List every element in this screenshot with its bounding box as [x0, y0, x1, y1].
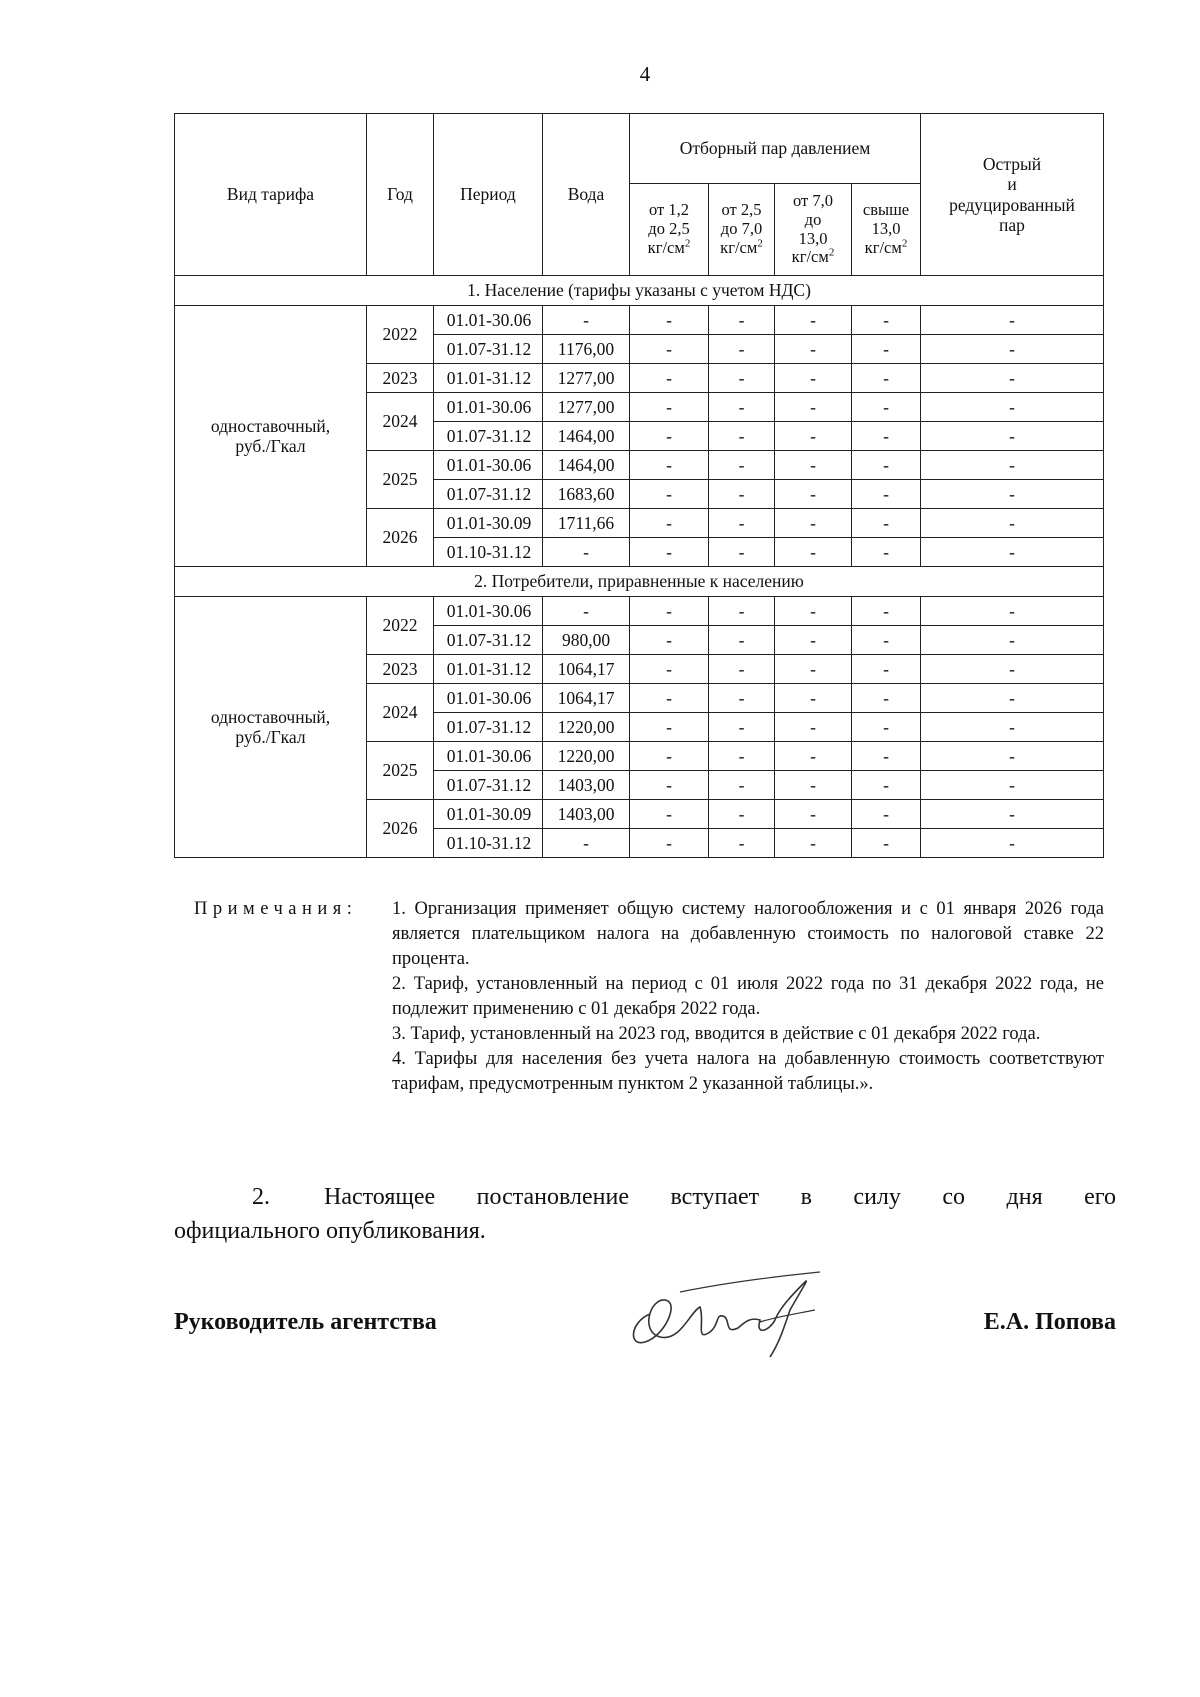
dash-cell: - [921, 742, 1104, 771]
dash-cell: - [921, 538, 1104, 567]
paragraph-line-1: Настоящее постановление вступает в силу со дня его [324, 1184, 1116, 1210]
water-cell: 1277,00 [543, 393, 630, 422]
dash-cell: - [775, 597, 852, 626]
dash-cell: - [630, 742, 709, 771]
dash-cell: - [775, 451, 852, 480]
dash-cell: - [630, 451, 709, 480]
dash-cell: - [709, 451, 775, 480]
page-number: 4 [639, 62, 651, 86]
period-cell: 01.01-30.06 [434, 684, 543, 713]
dash-cell: - [852, 364, 921, 393]
dash-cell: - [852, 713, 921, 742]
dash-cell: - [852, 829, 921, 858]
dash-cell: - [775, 393, 852, 422]
table-row [175, 597, 1104, 626]
dash-cell: - [852, 538, 921, 567]
dash-cell: - [775, 364, 852, 393]
water-cell: - [543, 538, 630, 567]
dash-cell: - [921, 829, 1104, 858]
dash-cell: - [630, 597, 709, 626]
year-cell: 2023 [367, 364, 434, 393]
period-cell: 01.01-30.06 [434, 306, 543, 335]
year-cell: 2025 [367, 451, 434, 509]
dash-cell: - [852, 742, 921, 771]
dash-cell: - [709, 306, 775, 335]
header-pressure-4: свыше 13,0 $кг/см^2$ [852, 184, 921, 276]
dash-cell: - [709, 335, 775, 364]
note-item: 4. Тарифы для населения без учета налога на добавленную стоимость соответствуют тарифам, предусмотренным пунктом 2 указанной таблицы.». [392, 1049, 1104, 1094]
dash-cell: - [775, 509, 852, 538]
period-cell: 01.01-31.12 [434, 364, 543, 393]
dash-cell: - [709, 626, 775, 655]
period-cell: 01.10-31.12 [434, 829, 543, 858]
water-cell: 1220,00 [543, 713, 630, 742]
dash-cell: - [630, 684, 709, 713]
dash-cell: - [852, 335, 921, 364]
dash-cell: - [630, 800, 709, 829]
water-cell: 1711,66 [543, 509, 630, 538]
period-cell: 01.01-30.06 [434, 742, 543, 771]
paragraph-2 [174, 1180, 1116, 1248]
dash-cell: - [709, 597, 775, 626]
period-cell: 01.07-31.12 [434, 480, 543, 509]
dash-cell: - [852, 655, 921, 684]
year-cell: 2026 [367, 509, 434, 567]
water-cell: 1464,00 [543, 451, 630, 480]
dash-cell: - [630, 364, 709, 393]
year-cell: 2024 [367, 393, 434, 451]
period-cell: 01.10-31.12 [434, 538, 543, 567]
paragraph-line-2: официального опубликования. [174, 1218, 486, 1244]
signatory-role: Руководитель агентства [174, 1309, 437, 1335]
dash-cell: - [921, 306, 1104, 335]
period-cell: 01.01-30.06 [434, 393, 543, 422]
dash-cell: - [775, 829, 852, 858]
header-pressure-3: от 7,0 до 13,0 $кг/см^2$ [775, 184, 852, 276]
dash-cell: - [921, 393, 1104, 422]
dash-cell: - [775, 800, 852, 829]
dash-cell: - [775, 742, 852, 771]
header-god: Год [367, 114, 434, 276]
header-pressure-2: от 2,5 до 7,0 $кг/см^2$ [709, 184, 775, 276]
dash-cell: - [921, 713, 1104, 742]
dash-cell: - [921, 771, 1104, 800]
period-cell: 01.07-31.12 [434, 335, 543, 364]
water-cell: 1064,17 [543, 655, 630, 684]
period-cell: 01.01-30.09 [434, 800, 543, 829]
dash-cell: - [921, 597, 1104, 626]
dash-cell: - [630, 829, 709, 858]
note-item: 3. Тариф, установленный на 2023 год, вводится в действие с 01 декабря 2022 года. [392, 1024, 1041, 1044]
dash-cell: - [709, 422, 775, 451]
header-pressure-1: от 1,2 до 2,5 $кг/см^2$ [630, 184, 709, 276]
period-cell: 01.01-30.09 [434, 509, 543, 538]
note-item: 1. Организация применяет общую систему налогообложения и с 01 января 2026 года является плательщиком налога на добавленную стоимость по налоговой ставке 22 процента. [392, 899, 1104, 969]
dash-cell: - [709, 655, 775, 684]
water-cell: - [543, 829, 630, 858]
dash-cell: - [775, 713, 852, 742]
year-cell: 2025 [367, 742, 434, 800]
handwritten-signature [620, 1262, 830, 1362]
water-cell: 1064,17 [543, 684, 630, 713]
dash-cell: - [775, 626, 852, 655]
dash-cell: - [852, 480, 921, 509]
dash-cell: - [630, 393, 709, 422]
period-cell: 01.07-31.12 [434, 771, 543, 800]
water-cell: - [543, 306, 630, 335]
table-row [175, 306, 1104, 335]
dash-cell: - [775, 306, 852, 335]
dash-cell: - [630, 509, 709, 538]
signatory-name: Е.А. Попова [983, 1309, 1116, 1335]
dash-cell: - [852, 422, 921, 451]
dash-cell: - [921, 626, 1104, 655]
dash-cell: - [630, 480, 709, 509]
dash-cell: - [775, 538, 852, 567]
dash-cell: - [630, 335, 709, 364]
dash-cell: - [852, 771, 921, 800]
year-cell: 2022 [367, 597, 434, 655]
water-cell: 1220,00 [543, 742, 630, 771]
paragraph-number: 2. [252, 1184, 270, 1210]
dash-cell: - [630, 626, 709, 655]
year-cell: 2023 [367, 655, 434, 684]
header-ostry-par: Острый и редуцированный пар [921, 114, 1104, 276]
header-voda: Вода [543, 114, 630, 276]
dash-cell: - [709, 800, 775, 829]
dash-cell: - [709, 393, 775, 422]
dash-cell: - [852, 393, 921, 422]
dash-cell: - [921, 422, 1104, 451]
dash-cell: - [630, 422, 709, 451]
dash-cell: - [709, 742, 775, 771]
dash-cell: - [921, 655, 1104, 684]
dash-cell: - [775, 655, 852, 684]
period-cell: 01.01-30.06 [434, 451, 543, 480]
water-cell: 1277,00 [543, 364, 630, 393]
dash-cell: - [921, 480, 1104, 509]
dash-cell: - [852, 509, 921, 538]
dash-cell: - [852, 626, 921, 655]
dash-cell: - [852, 800, 921, 829]
dash-cell: - [775, 684, 852, 713]
dash-cell: - [921, 364, 1104, 393]
water-cell: 1683,60 [543, 480, 630, 509]
dash-cell: - [630, 771, 709, 800]
dash-cell: - [630, 713, 709, 742]
section-title: 1. Население (тарифы указаны с учетом НДС) [175, 276, 1104, 306]
dash-cell: - [921, 451, 1104, 480]
dash-cell: - [630, 655, 709, 684]
header-period: Период [434, 114, 543, 276]
dash-cell: - [709, 364, 775, 393]
header-otborny-par: Отборный пар давлением [630, 114, 921, 184]
dash-cell: - [709, 771, 775, 800]
water-cell: 1464,00 [543, 422, 630, 451]
dash-cell: - [775, 480, 852, 509]
dash-cell: - [709, 538, 775, 567]
period-cell: 01.01-30.06 [434, 597, 543, 626]
dash-cell: - [709, 480, 775, 509]
dash-cell: - [921, 684, 1104, 713]
dash-cell: - [630, 306, 709, 335]
period-cell: 01.07-31.12 [434, 713, 543, 742]
year-cell: 2026 [367, 800, 434, 858]
year-cell: 2022 [367, 306, 434, 364]
year-cell: 2024 [367, 684, 434, 742]
water-cell: 1176,00 [543, 335, 630, 364]
section-title: 2. Потребители, приравненные к населению [175, 567, 1104, 597]
tariff-table [174, 113, 1104, 858]
dash-cell: - [709, 713, 775, 742]
dash-cell: - [852, 451, 921, 480]
dash-cell: - [921, 335, 1104, 364]
water-cell: 1403,00 [543, 800, 630, 829]
dash-cell: - [852, 597, 921, 626]
water-cell: 980,00 [543, 626, 630, 655]
water-cell: 1403,00 [543, 771, 630, 800]
dash-cell: - [921, 800, 1104, 829]
dash-cell: - [709, 509, 775, 538]
dash-cell: - [775, 335, 852, 364]
dash-cell: - [709, 684, 775, 713]
dash-cell: - [852, 684, 921, 713]
dash-cell: - [630, 538, 709, 567]
dash-cell: - [921, 509, 1104, 538]
dash-cell: - [709, 829, 775, 858]
period-cell: 01.07-31.12 [434, 422, 543, 451]
tariff-type-cell: одноставочный, руб./Гкал [175, 597, 367, 858]
dash-cell: - [852, 306, 921, 335]
header-vid-tarifa: Вид тарифа [175, 114, 367, 276]
water-cell: - [543, 597, 630, 626]
notes-label: Примечания: [194, 899, 358, 919]
period-cell: 01.01-31.12 [434, 655, 543, 684]
tariff-type-cell: одноставочный, руб./Гкал [175, 306, 367, 567]
note-item: 2. Тариф, установленный на период с 01 июля 2022 года по 31 декабря 2022 года, не подлежит применению с 01 декабря 2022 года. [392, 974, 1104, 1019]
period-cell: 01.07-31.12 [434, 626, 543, 655]
dash-cell: - [775, 422, 852, 451]
dash-cell: - [775, 771, 852, 800]
